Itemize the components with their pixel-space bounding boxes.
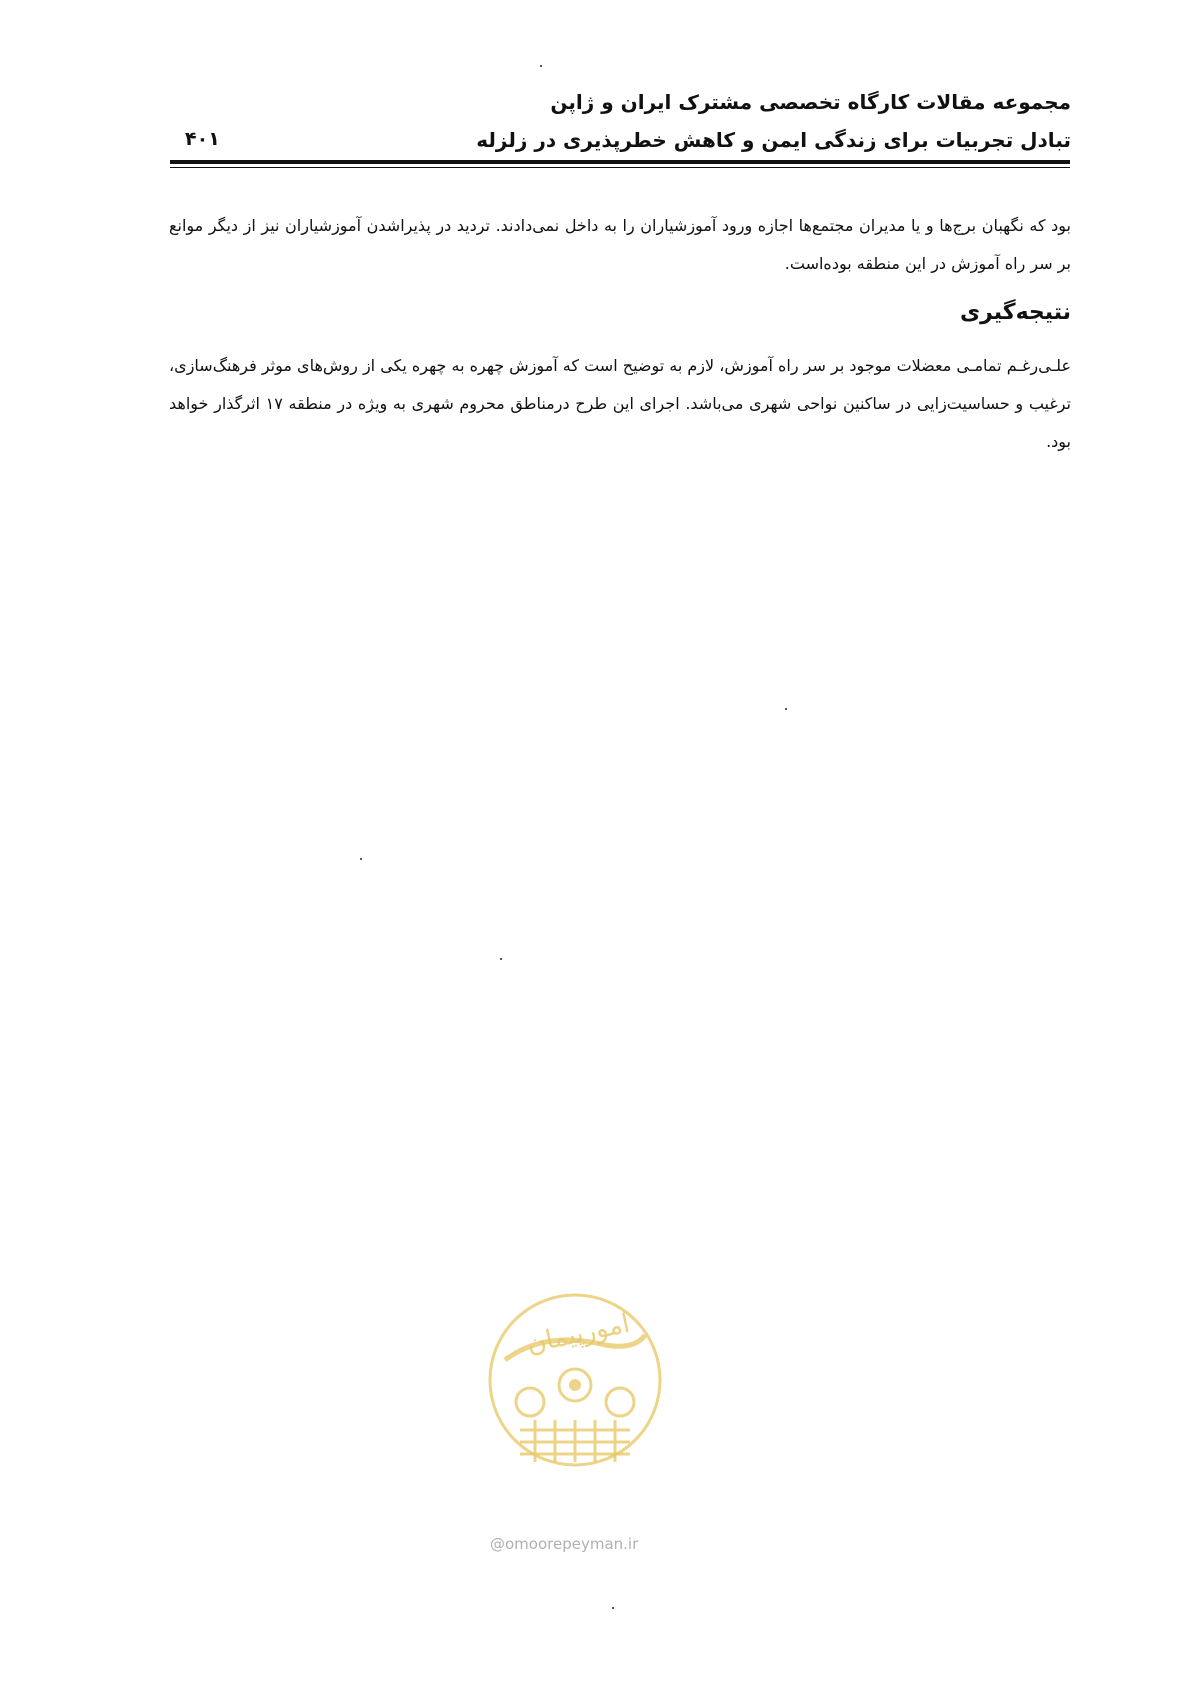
scan-speck <box>360 858 362 860</box>
watermark-logo <box>485 1290 665 1470</box>
header-title-line1: مجموعه مقالات کارگاه تخصصی مشترک ایران و ژاپن <box>550 90 1071 114</box>
section-heading: نتیجه‌گیری <box>959 300 1071 325</box>
scan-speck <box>540 65 542 67</box>
header-title-line2: تبادل تجربیات برای زندگی ایمن و کاهش خطرپذیری در زلزله <box>476 128 1071 152</box>
scan-speck <box>500 958 502 960</box>
paragraph-1: بود که نگهبان برج‌ها و یا مدیران مجتمع‌ها اجازه ورود آموزشیاران را به داخل نمی‌دادند. تردید در پذیراشدن آموزشیاران نیز از دیگر موانع بر سر راه آموزش در این منطقه بوده‌است. <box>169 216 1071 273</box>
header-rule-thin <box>170 167 1070 168</box>
svg-text:امورپیمان: امورپیمان <box>524 1308 633 1360</box>
page-number: ۴۰۱ <box>185 128 220 150</box>
watermark-url: @omoorepeyman.ir <box>490 1535 639 1553</box>
header-rule-thick <box>170 160 1070 164</box>
scan-speck <box>612 1607 614 1609</box>
scan-speck <box>785 708 787 710</box>
paragraph-2: علـی‌رغـم تمامـی معضلات موجود بر سر راه آموزش، لازم به توضیح است که آموزش چهره به چهره یکی از روش‌های موثر فرهنگ‌سازی، ترغیب و حساسیت‌زایی در ساکنین نواحی شهری می‌باشد. اجرای این طرح درمناطق محروم شهری به ویژه در منطقه ۱۷ اثرگذار خواهد بود. <box>169 356 1072 451</box>
